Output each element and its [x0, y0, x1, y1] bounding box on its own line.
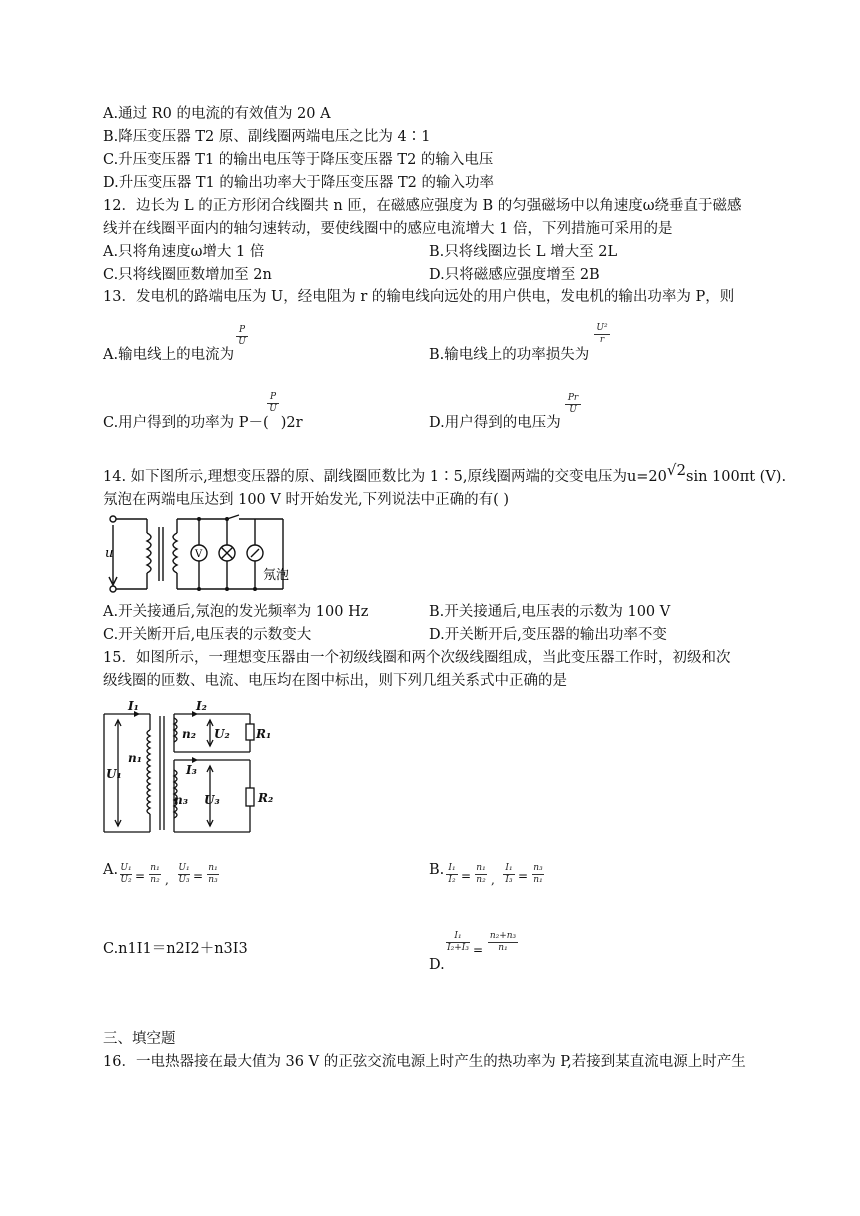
fraction-numerator: n₃ [533, 863, 543, 873]
fraction-numerator: U₁ [178, 863, 190, 873]
fraction-numerator: P [238, 325, 246, 335]
q15-a-fraction-1-lhs [120, 864, 132, 885]
q14-stem-pre: 14. 如下图所示,理想变压器的原、副线圈匝数比为 1∶5,原线圈两端的交变电压为u=20 [103, 469, 667, 485]
q11-option-d: D.升压变压器 T1 的输出功率大于降压变压器 T2 的输入功率 [103, 175, 494, 191]
q14-option-d: D.开关断开后,变压器的输出功率不变 [429, 627, 667, 643]
fig-n2-label: n₂ [182, 727, 196, 741]
q14-option-c: C.开关断开后,电压表的示数变大 [103, 627, 312, 643]
q13-option-a: A.输电线上的电流为 [103, 347, 235, 363]
fraction-denominator: n₁ [498, 943, 508, 953]
fig-U1-label: U₁ [106, 767, 122, 781]
q11-option-b: B.降压变压器 T2 原、副线圈两端电压之比为 4∶1 [103, 129, 431, 145]
fraction-denominator: U [569, 405, 577, 415]
q13-c-fraction [267, 393, 279, 414]
fig-n1-label: n₁ [128, 751, 142, 765]
fraction-numerator: n₁ [208, 863, 218, 873]
fraction-numerator: I₁ [448, 863, 456, 873]
equals-sign: = [461, 869, 472, 883]
equals-sign: = [518, 869, 529, 883]
fraction-denominator: I₂ [448, 875, 456, 885]
q13-option-c [103, 413, 303, 433]
fraction-denominator: I₂+I₃ [447, 943, 469, 953]
q15-d-fraction-lhs [446, 932, 470, 953]
q14-option-b: B.开关接通后,电压表的示数为 100 V [429, 604, 671, 620]
q15-transformer-diagram [100, 700, 280, 836]
fraction-denominator: n₃ [208, 875, 218, 885]
fraction-numerator: n₁ [476, 863, 486, 873]
q15-stem-line2: 级线圈的匝数、电流、电压均在图中标出，则下列几组关系式中正确的是 [103, 673, 567, 689]
q13-c-text-pre: C.用户得到的功率为 P－( [103, 415, 269, 431]
sqrt-symbol: √2 [666, 461, 686, 479]
q14-option-a: A.开关接通后,氖泡的发光频率为 100 Hz [103, 604, 369, 620]
equals-sign: = [135, 869, 146, 883]
q12-stem-line2: 线并在线圈平面内的轴匀速转动，要使线圈中的感应电流增大 1 倍，下列措施可采用的是 [103, 221, 673, 237]
q12-option-a: A.只将角速度ω增大 1 倍 [103, 244, 265, 260]
fraction-denominator: U₃ [178, 875, 190, 885]
fraction-denominator: I₃ [505, 875, 513, 885]
q12-option-c: C.只将线圈匝数增加至 2n [103, 267, 272, 283]
fraction-numerator: Pr [567, 393, 579, 403]
q12-option-b: B.只将线圈边长 L 增大至 2L [429, 244, 618, 260]
q13-d-fraction [565, 394, 581, 415]
q15-a-fraction-1-rhs [149, 864, 161, 885]
fraction-numerator: P [269, 392, 277, 402]
q13-stem: 13．发电机的路端电压为 U，经电阻为 r 的输电线向远处的用户供电，发电机的输出功率为 P，则 [103, 289, 735, 305]
q15-a-fraction-2-lhs [178, 864, 190, 885]
q15-option-a-label: A. [103, 862, 119, 878]
q13-b-fraction [594, 324, 610, 345]
fraction-denominator: U [269, 404, 277, 414]
equals-sign: = [473, 943, 484, 957]
fig-U2-label: U₂ [214, 727, 230, 741]
fraction-denominator: r [599, 335, 605, 345]
q12-option-d: D.只将磁感应强度增至 2B [429, 267, 600, 283]
fraction-numerator: n₂+n₃ [489, 931, 517, 941]
fraction-numerator: U² [596, 323, 608, 333]
comma: , [491, 873, 495, 887]
q14-circuit-diagram [103, 513, 303, 595]
fraction-denominator: n₂ [150, 875, 160, 885]
fraction-denominator: U₂ [120, 875, 132, 885]
fig-u-label: u [105, 546, 114, 561]
q14-stem-post: sin 100πt (V). [686, 469, 787, 485]
fraction-denominator: n₁ [533, 875, 543, 885]
fraction-denominator: U [238, 337, 246, 347]
fraction-numerator: I₁ [454, 931, 462, 941]
fig-U3-label: U₃ [204, 793, 220, 807]
q13-a-fraction [236, 326, 248, 347]
fraction-numerator: U₁ [120, 863, 132, 873]
q15-b-fraction-2-rhs [532, 864, 544, 885]
section-heading: 三、填空题 [103, 1031, 176, 1047]
q16-stem-line1: 16．一电热器接在最大值为 36 V 的正弦交流电源上时产生的热功率为 P,若接到某直流电源上时产生 [103, 1054, 746, 1070]
q13-option-b: B.输电线上的功率损失为 [429, 347, 590, 363]
q15-b-fraction-1-lhs [446, 864, 458, 885]
q13-option-d: D.用户得到的电压为 [429, 415, 561, 431]
fig-R2-label: R₂ [258, 791, 274, 805]
fig-I1-label: I₁ [128, 700, 139, 713]
q15-b-fraction-2-lhs [503, 864, 515, 885]
q15-b-fraction-1-rhs [475, 864, 487, 885]
fraction-denominator: n₂ [476, 875, 486, 885]
q15-option-c: C.n1I1＝n2I2＋n3I3 [103, 941, 248, 957]
fig-I2-label: I₂ [196, 700, 207, 713]
comma: , [165, 873, 169, 887]
fig-voltmeter-label: V [195, 549, 203, 560]
q11-option-c: C.升压变压器 T1 的输出电压等于降压变压器 T2 的输入电压 [103, 152, 494, 168]
q15-a-fraction-2-rhs [207, 864, 219, 885]
q15-stem-line1: 15．如图所示，一理想变压器由一个初级线圈和两个次级线圈组成，当此变压器工作时，初级和次 [103, 650, 731, 666]
q15-option-b-label: B. [429, 862, 445, 878]
fig-R1-label: R₁ [256, 727, 272, 741]
q15-option-d-label: D. [429, 957, 445, 973]
fig-n3-label: n₃ [174, 793, 188, 807]
q14-stem-line1 [103, 461, 787, 487]
fraction-numerator: I₁ [505, 863, 513, 873]
fraction-numerator: n₁ [150, 863, 160, 873]
equals-sign: = [193, 869, 204, 883]
fig-I3-label: I₃ [186, 763, 197, 777]
fig-neon-label: 氖泡 [263, 568, 290, 583]
q13-c-text-post: )2r [280, 415, 303, 431]
q12-stem-line1: 12．边长为 L 的正方形闭合线圈共 n 匝，在磁感应强度为 B 的匀强磁场中以角速度ω绕垂直于磁感 [103, 198, 742, 214]
q14-stem-line2: 氖泡在两端电压达到 100 V 时开始发光,下列说法中正确的有( ) [103, 492, 510, 508]
q15-d-fraction-rhs [488, 932, 518, 953]
q11-option-a: A.通过 R0 的电流的有效值为 20 A [103, 106, 331, 122]
